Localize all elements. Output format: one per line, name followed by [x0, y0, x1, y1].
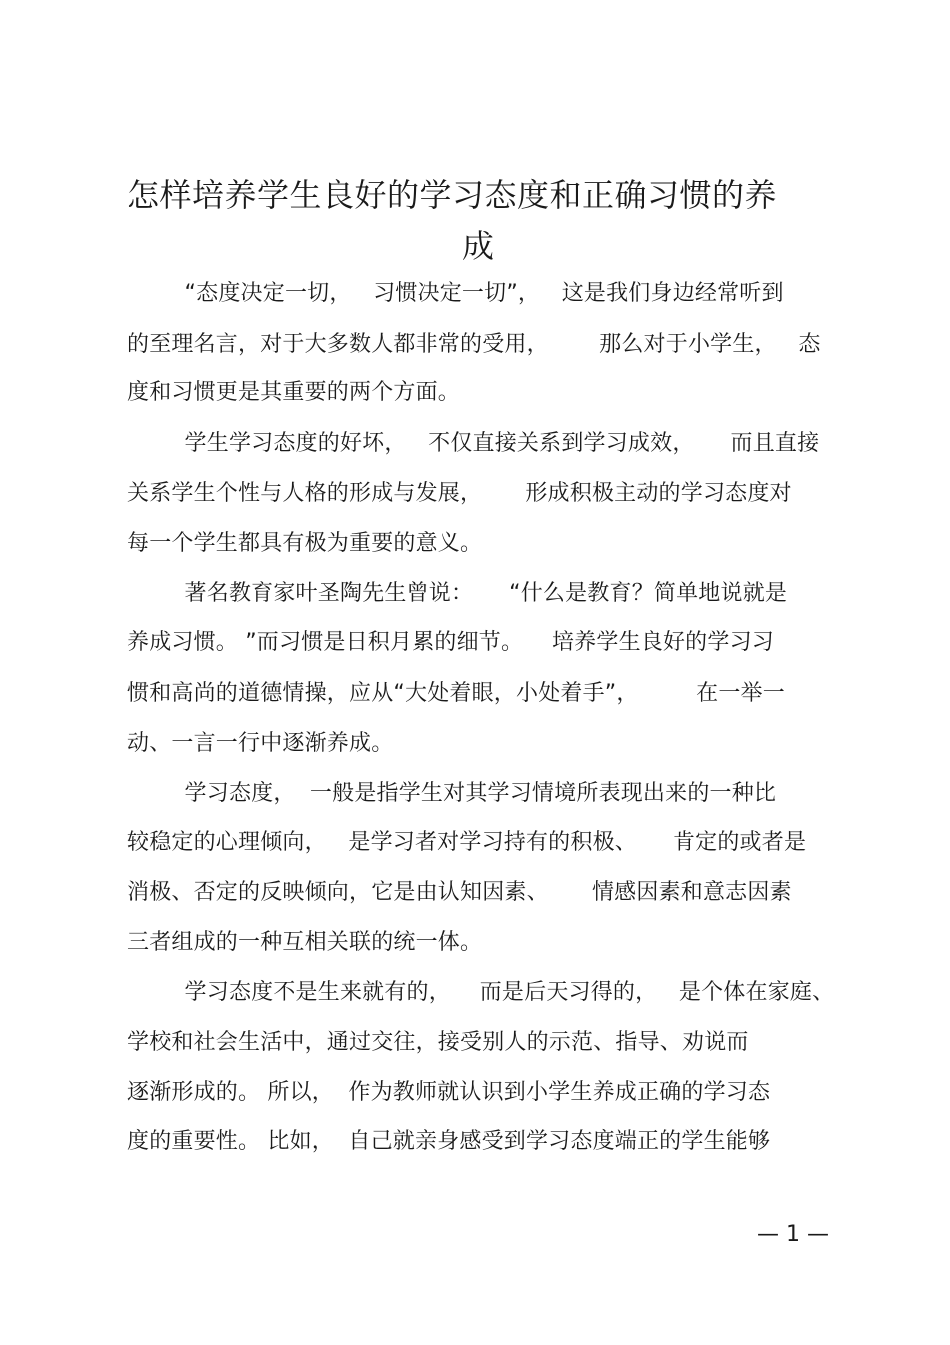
body-line-16: 学校和社会生活中，通过交往，接受别人的示范、指导、劝说而 — [127, 1030, 749, 1055]
body-line-4: 学生学习态度的好坏， 不仅直接关系到学习成效， 而且直接 — [127, 431, 820, 456]
body-line-1: “态度决定一切， 习惯决定一切”， 这是我们身边经常听到 — [127, 281, 784, 306]
document-title-line-2: 成 — [462, 227, 495, 265]
body-line-6: 每一个学生都具有极为重要的意义。 — [127, 531, 483, 556]
body-line-9: 惯和高尚的道德情操，应从“大处着眼，小处着手”， 在一举一 — [127, 681, 785, 706]
body-line-17: 逐渐形成的。 所以， 作为教师就认识到小学生养成正确的学习态 — [127, 1080, 771, 1105]
body-line-15: 学习态度不是生来就有的， 而是后天习得的， 是个体在家庭、 — [127, 980, 835, 1005]
body-line-2: 的至理名言，对于大多数人都非常的受用， 那么对于小学生， 态 — [127, 332, 821, 357]
body-line-12: 较稳定的心理倾向， 是学习者对学习持有的积极、 肯定的或者是 — [127, 830, 807, 855]
body-line-3: 度和习惯更是其重要的两个方面。 — [127, 380, 461, 405]
body-line-14: 三者组成的一种互相关联的统一体。 — [127, 930, 483, 955]
body-line-7: 著名教育家叶圣陶先生曾说： “什么是教育？简单地说就是 — [127, 581, 788, 606]
body-line-10: 动、一言一行中逐渐养成。 — [127, 731, 394, 756]
body-line-8: 养成习惯。 ”而习惯是日积月累的细节。 培养学生良好的学习习 — [127, 630, 774, 655]
document-title-line-1: 怎样培养学生良好的学习态度和正确习惯的养 — [127, 176, 778, 214]
body-line-5: 关系学生个性与人格的形成与发展， 形成积极主动的学习态度对 — [127, 481, 792, 506]
body-line-13: 消极、否定的反映倾向，它是由认知因素、 情感因素和意志因素 — [127, 880, 792, 905]
body-line-11: 学习态度， 一般是指学生对其学习情境所表现出来的一种比 — [127, 781, 777, 806]
body-line-18: 度的重要性。 比如， 自己就亲身感受到学习态度端正的学生能够 — [127, 1129, 771, 1154]
page-number: — 1 — — [757, 1222, 829, 1247]
